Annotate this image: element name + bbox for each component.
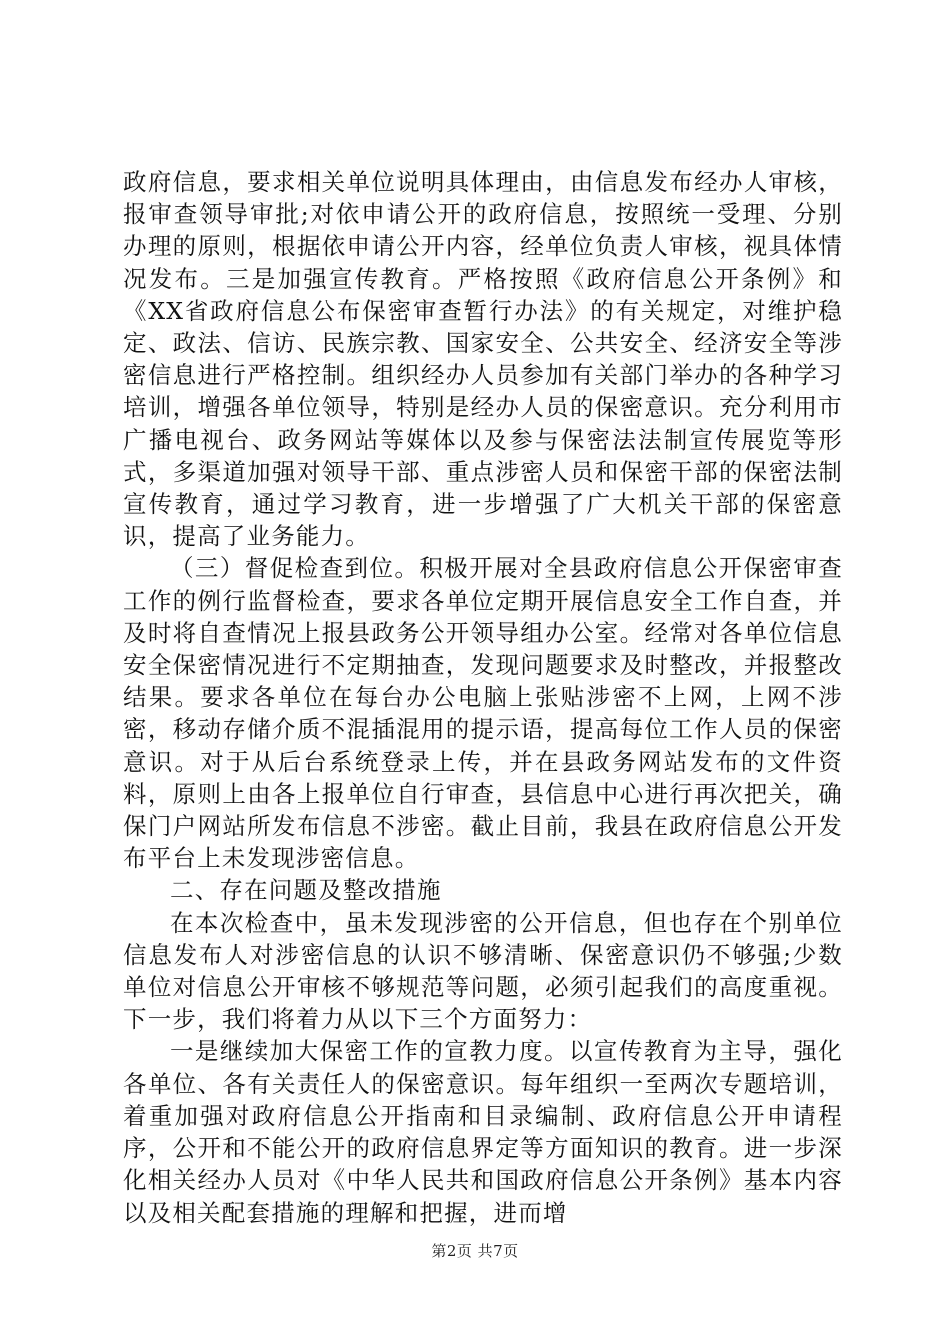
paragraph-supervision: （三）督促检查到位。积极开展对全县政府信息公开保密审查工作的例行监督检查，要求各单位定期开展信息安全工作自查，并及时将自查情况上报县政务公开领导组办公室。经常对各单位信息安全保密情况进行不定期抽查，发现问题要求及时整改，并报整改结果。要求各单位在每台办公电脑上张贴涉密不上网，上网不涉密，移动存储介质不混插混用的提示语，提高每位工作人员的保密意识。对于从后台系统登录上传，并在县政务网站发布的文件资料，原则上由各上报单位自行审查，县信息中心进行再次把关，确保门户网站所发布信息不涉密。截止目前，我县在政府信息公开发布平台上未发现涉密信息。	[123, 554, 843, 873]
document-body	[123, 166, 843, 1229]
paragraph-measure-one: 一是继续加大保密工作的宣教力度。以宣传教育为主导，强化各单位、各有关责任人的保密意识。每年组织一至两次专题培训，着重加强对政府信息公开指南和目录编制、政府信息公开申请程序，公开和不能公开的政府信息界定等方面知识的教育。进一步深化相关经办人员对《中华人民共和国政府信息公开条例》基本内容以及相关配套措施的理解和把握，进而增	[123, 1037, 843, 1227]
page-footer: 第2页 共7页	[431, 1242, 519, 1260]
paragraph-continuation: 政府信息，要求相关单位说明具体理由，由信息发布经办人审核，报审查领导审批;对依申请公开的政府信息，按照统一受理、分别办理的原则，根据依申请公开内容，经单位负责人审核，视具体情况发布。三是加强宣传教育。严格按照《政府信息公开条例》和《XX省政府信息公布保密审查暂行办法》的有关规定，对维护稳定、政法、信访、民族宗教、国家安全、公共安全、经济安全等涉密信息进行严格控制。组织经办人员参加有关部门举办的各种学习培训，增强各单位领导，特别是经办人员的保密意识。充分利用市广播电视台、政务网站等媒体以及参与保密法法制宣传展览等形式，多渠道加强对领导干部、重点涉密人员和保密干部的保密法制宣传教育，通过学习教育，进一步增强了广大机关干部的保密意识，提高了业务能力。	[123, 168, 843, 551]
paragraph-problems: 在本次检查中，虽未发现涉密的公开信息，但也存在个别单位信息发布人对涉密信息的认识不够清晰、保密意识仍不够强;少数单位对信息公开审核不够规范等问题，必须引起我们的高度重视。下一步，我们将着力从以下三个方面努力：	[123, 908, 843, 1034]
section-heading-problems: 二、存在问题及整改措施	[170, 876, 442, 905]
